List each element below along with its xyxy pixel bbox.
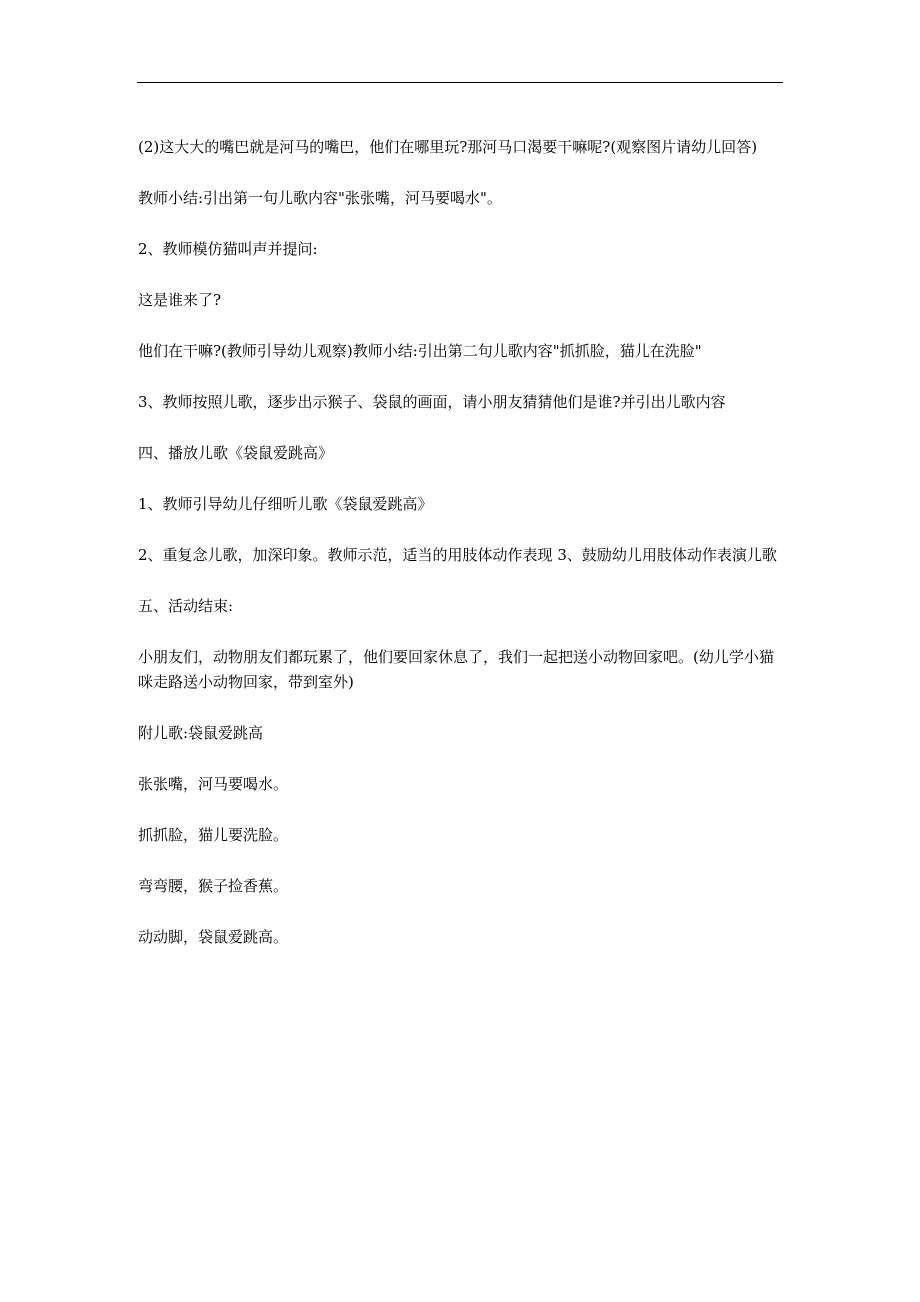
song-line-1: 张张嘴，河马要喝水。 — [138, 775, 289, 793]
question-who-came: 这是谁来了? — [138, 291, 222, 309]
section-4-item-1: 1、教师引导幼儿仔细听儿歌《袋鼠爱跳高》 — [138, 495, 433, 513]
section-5-heading: 五、活动结束: — [138, 597, 234, 615]
closing-paragraph: 小朋友们，动物朋友们都玩累了，他们要回家休息了，我们一起把送小动物回家吧。(幼儿学小猫咪走路送小动物回家，带到室外) — [138, 648, 774, 691]
song-title: 附儿歌:袋鼠爱跳高 — [138, 724, 264, 742]
song-line-2: 抓抓脸，猫儿要洗脸。 — [138, 826, 289, 844]
question-paragraph: (2)这大大的嘴巴就是河马的嘴巴，他们在哪里玩?那河马口渴要干嘛呢?(观察图片请幼儿回答) — [138, 138, 758, 156]
step-2-heading: 2、教师模仿猫叫声并提问: — [138, 240, 318, 258]
song-line-4: 动动脚，袋鼠爱跳高。 — [138, 928, 289, 946]
step-3-paragraph: 3、教师按照儿歌，逐步出示猴子、袋鼠的画面，请小朋友猜猜他们是谁?并引出儿歌内容 — [138, 393, 726, 411]
teacher-summary-1: 教师小结:引出第一句儿歌内容"张张嘴，河马要喝水"。 — [138, 189, 502, 207]
section-4-heading: 四、播放儿歌《袋鼠爱跳高》 — [138, 444, 334, 462]
section-4-item-2: 2、重复念儿歌，加深印象。教师示范，适当的用肢体动作表现 3、鼓励幼儿用肢体动作表演儿歌 — [138, 546, 777, 564]
teacher-summary-2: 他们在干嘛?(教师引导幼儿观察)教师小结:引出第二句儿歌内容"抓抓脸，猫儿在洗脸" — [138, 342, 702, 360]
document-body — [138, 135, 784, 976]
song-line-3: 弯弯腰，猴子捡香蕉。 — [138, 877, 289, 895]
header-rule — [137, 82, 783, 83]
